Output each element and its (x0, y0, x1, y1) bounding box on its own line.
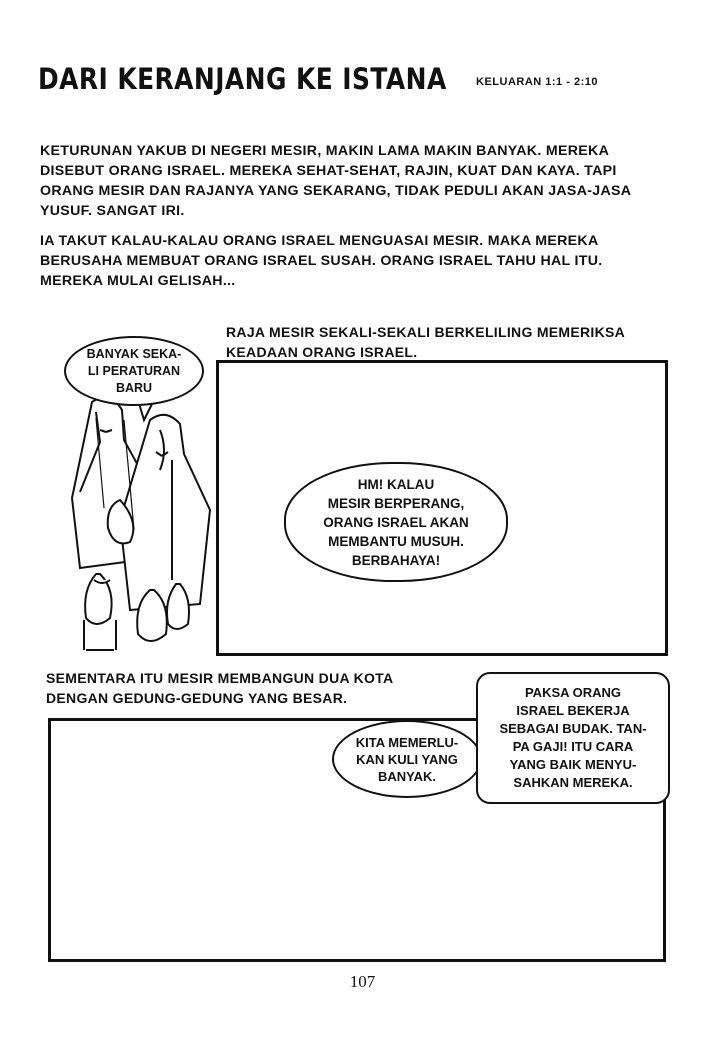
speech-bubble-people-text: BANYAK SEKA- LI PERATURAN BARU (86, 346, 182, 395)
page-title: DARI KERANJANG KE ISTANA (38, 62, 447, 96)
speech-bubble-official (332, 720, 482, 798)
panel2-caption: SEMENTARA ITU MESIR MEMBANGUN DUA KOTA DENGAN GEDUNG-GEDUNG YANG BESAR. (46, 670, 393, 706)
intro-paragraph-2: IA TAKUT KALAU-KALAU ORANG ISRAEL MENGUASAI MESIR. MAKA MEREKA BERUSAHA MEMBUAT ORANG ISRAEL SUSAH. ORANG ISRAEL TAHU HAL ITU. MEREKA MULAI GELISAH... (40, 233, 603, 289)
speech-bubble-king-1-text: HM! KALAU MESIR BERPERANG, ORANG ISRAEL AKAN MEMBANTU MUSUH. BERBAHAYA! (323, 476, 469, 568)
speech-bubble-king-1 (284, 462, 508, 582)
scripture-reference: KELUARAN 1:1 - 2:10 (476, 76, 598, 88)
page-number: 107 (349, 972, 376, 991)
speech-bubble-king-2 (476, 672, 670, 804)
panel1-caption: RAJA MESIR SEKALI-SEKALI BERKELILING MEMERIKSA KEADAAN ORANG ISRAEL. (226, 324, 625, 360)
speech-bubble-people (64, 336, 204, 406)
speech-bubble-king-2-text: PAKSA ORANG ISRAEL BEKERJA SEBAGAI BUDAK. TAN- PA GAJI! ITU CARA YANG BAIK MENYU- SAHKAN MEREKA. (499, 685, 647, 790)
speech-bubble-official-text: KITA MEMERLU- KAN KULI YANG BANYAK. (355, 734, 459, 784)
intro-paragraph-1: KETURUNAN YAKUB DI NEGERI MESIR, MAKIN LAMA MAKIN BANYAK. MEREKA DISEBUT ORANG ISRAEL. MEREKA SEHAT-SEHAT, RAJIN, KUAT DAN KAYA. TAPI ORANG MESIR DAN RAJANYA YANG SEKARANG, TIDAK PEDULI AKAN JASA-JASA YUSUF. SANGAT IRI. (40, 143, 631, 219)
